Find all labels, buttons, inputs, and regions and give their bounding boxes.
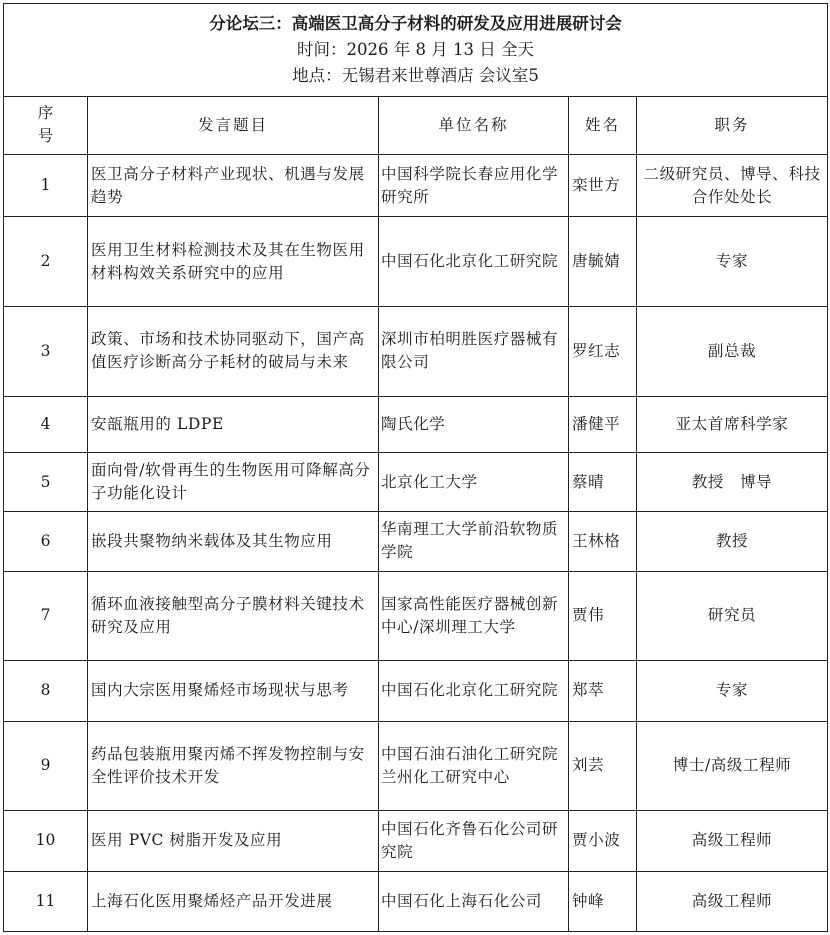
table-row: [4, 661, 828, 721]
row-number: 8: [4, 661, 88, 721]
table-row: [4, 811, 828, 871]
table-row: [4, 721, 828, 811]
table-row: [4, 871, 828, 931]
col-header-name: 姓名: [569, 96, 637, 154]
speech-topic: 面向骨/软骨再生的生物医用可降解高分子功能化设计: [88, 452, 379, 511]
organization-name: 深圳市柏明胜医疗器械有限公司: [379, 306, 569, 396]
speaker-position: 教授 博导: [637, 452, 828, 511]
agenda-table: [3, 3, 828, 932]
table-row: [4, 512, 828, 571]
table-row: [4, 306, 828, 396]
header-cell: [4, 4, 828, 97]
row-number: 4: [4, 396, 88, 452]
speech-topic: 嵌段共聚物纳米载体及其生物应用: [88, 512, 379, 571]
speaker-position: 研究员: [637, 571, 828, 661]
table-row: [4, 396, 828, 452]
organization-name: 中国石油石油化工研究院兰州化工研究中心: [379, 721, 569, 811]
row-number: 1: [4, 154, 88, 216]
organization-name: 中国石化北京化工研究院: [379, 217, 569, 307]
speaker-name: 郑萃: [569, 661, 637, 721]
organization-name: 中国石化北京化工研究院: [379, 661, 569, 721]
speech-topic: 循环血液接触型高分子膜材料关键技术研究及应用: [88, 571, 379, 661]
speech-topic: 政策、市场和技术协同驱动下，国产高值医疗诊断高分子耗材的破局与未来: [88, 306, 379, 396]
row-number: 9: [4, 721, 88, 811]
row-number: 3: [4, 306, 88, 396]
table-row: [4, 452, 828, 511]
organization-name: 陶氏化学: [379, 396, 569, 452]
col-header-org: 单位名称: [379, 96, 569, 154]
speaker-name: 贾小波: [569, 811, 637, 871]
speech-topic: 安瓿瓶用的 LDPE: [88, 396, 379, 452]
organization-name: 华南理工大学前沿软物质学院: [379, 512, 569, 571]
speech-topic: 国内大宗医用聚烯烃市场现状与思考: [88, 661, 379, 721]
table-row: [4, 154, 828, 216]
speaker-position: 高级工程师: [637, 811, 828, 871]
speaker-position: 副总裁: [637, 306, 828, 396]
row-number: 11: [4, 871, 88, 931]
organization-name: 中国石化上海石化公司: [379, 871, 569, 931]
speaker-name: 王林格: [569, 512, 637, 571]
speaker-position: 专家: [637, 217, 828, 307]
speaker-name: 钟峰: [569, 871, 637, 931]
speaker-position: 亚太首席科学家: [637, 396, 828, 452]
col-header-topic: 发言题目: [88, 96, 379, 154]
speaker-name: 蔡晴: [569, 452, 637, 511]
speech-topic: 药品包装瓶用聚丙烯不挥发物控制与安全性评价技术开发: [88, 721, 379, 811]
speaker-name: 唐毓婧: [569, 217, 637, 307]
speaker-name: 刘芸: [569, 721, 637, 811]
speaker-position: 专家: [637, 661, 828, 721]
row-number: 5: [4, 452, 88, 511]
speaker-position: 二级研究员、博导、科技合作处处长: [637, 154, 828, 216]
col-header-no: [4, 96, 88, 154]
row-number: 6: [4, 512, 88, 571]
organization-name: 北京化工大学: [379, 452, 569, 511]
speaker-position: 教授: [637, 512, 828, 571]
organization-name: 中国科学院长春应用化学研究所: [379, 154, 569, 216]
speaker-position: 博士/高级工程师: [637, 721, 828, 811]
speaker-position: 高级工程师: [637, 871, 828, 931]
forum-title: 分论坛三：高端医卫高分子材料的研发及应用进展研讨会: [209, 13, 622, 33]
organization-name: 中国石化齐鲁石化公司研究院: [379, 811, 569, 871]
row-number: 7: [4, 571, 88, 661]
speech-topic: 医卫高分子材料产业现状、机遇与发展趋势: [88, 154, 379, 216]
column-header-row: [4, 96, 828, 154]
speaker-name: 潘健平: [569, 396, 637, 452]
row-number: 10: [4, 811, 88, 871]
speaker-name: 贾伟: [569, 571, 637, 661]
col-header-role: 职务: [637, 96, 828, 154]
speaker-name: 栾世方: [569, 154, 637, 216]
col-header-no-text: 序号: [37, 104, 54, 146]
table-row: [4, 571, 828, 661]
speech-topic: 医用 PVC 树脂开发及应用: [88, 811, 379, 871]
event-time: 时间：2026 年 8 月 13 日 全天: [297, 39, 535, 59]
table-row: [4, 217, 828, 307]
speech-topic: 上海石化医用聚烯烃产品开发进展: [88, 871, 379, 931]
speech-topic: 医用卫生材料检测技术及其在生物医用材料构效关系研究中的应用: [88, 217, 379, 307]
table-header-block: [4, 4, 828, 97]
row-number: 2: [4, 217, 88, 307]
speaker-name: 罗红志: [569, 306, 637, 396]
organization-name: 国家高性能医疗器械创新中心/深圳理工大学: [379, 571, 569, 661]
event-location: 地点：无锡君来世尊酒店 会议室5: [292, 65, 539, 85]
